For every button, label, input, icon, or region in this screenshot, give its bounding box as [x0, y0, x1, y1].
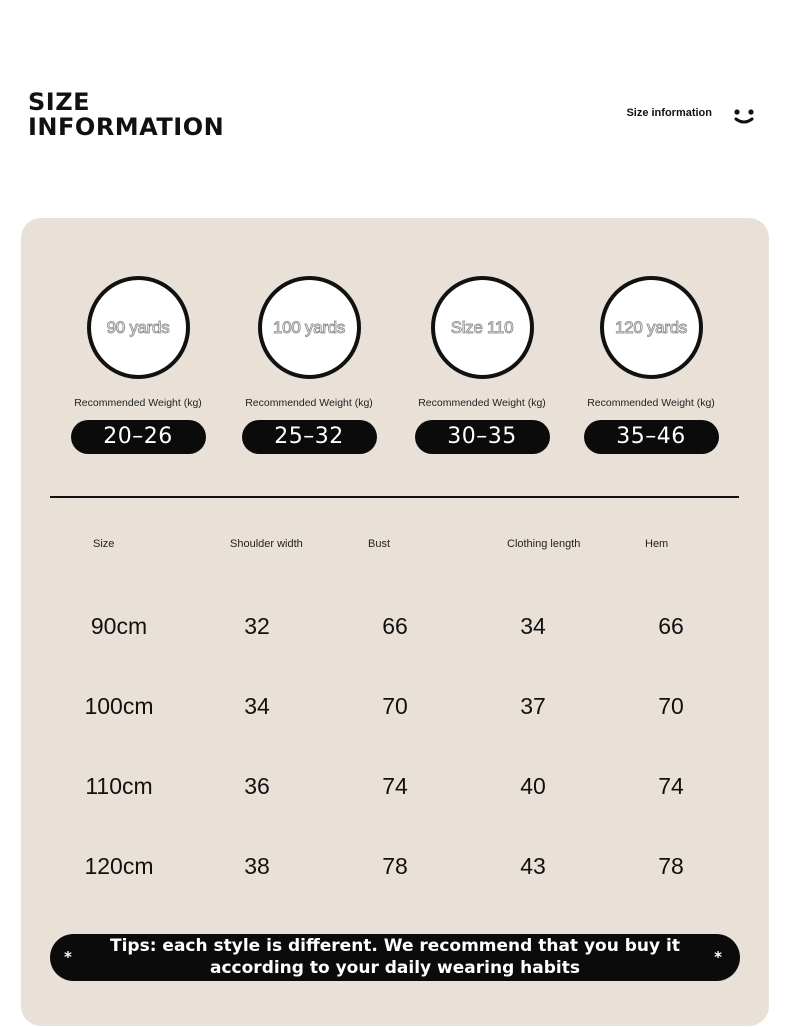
recommended-weight-label: Recommended Weight (kg) — [587, 397, 715, 409]
column-header-hem: Hem — [645, 538, 669, 550]
tips-line2: according to your daily wearing habits — [210, 958, 580, 978]
size-card-110 — [407, 276, 557, 454]
size-card-120 — [576, 276, 726, 454]
size-circle — [87, 276, 190, 379]
table-cell-hem: 70 — [658, 693, 684, 719]
table-cell-bust: 66 — [382, 613, 408, 639]
column-header-clothing-length: Clothing length — [507, 538, 581, 550]
weight-range-badge: 20–26 — [71, 420, 206, 454]
page-title — [28, 90, 224, 140]
size-circle-label: 120 yards — [615, 317, 687, 337]
size-circle — [600, 276, 703, 379]
column-header-shoulder-width: Shoulder width — [230, 538, 303, 550]
size-circle — [258, 276, 361, 379]
table-cell-bust: 70 — [382, 693, 408, 719]
table-cell-size: 120cm — [84, 853, 154, 879]
size-card-100 — [234, 276, 384, 454]
tips-text — [90, 935, 700, 979]
table-cell-size: 90cm — [90, 613, 148, 639]
table-cell-shoulder: 36 — [244, 773, 270, 799]
tips-banner — [50, 934, 740, 981]
recommended-weight-label: Recommended Weight (kg) — [74, 397, 202, 409]
table-cell-bust: 78 — [382, 853, 408, 879]
recommended-weight-label: Recommended Weight (kg) — [418, 397, 546, 409]
table-cell-shoulder: 38 — [244, 853, 270, 879]
column-header-bust: Bust — [368, 538, 391, 550]
weight-range-badge: 25–32 — [242, 420, 377, 454]
table-cell-hem: 78 — [658, 853, 684, 879]
size-information-label: Size information — [626, 107, 712, 119]
table-cell-shoulder: 34 — [244, 693, 270, 719]
table-cell-hem: 66 — [658, 613, 684, 639]
table-cell-bust: 74 — [382, 773, 408, 799]
size-circle — [431, 276, 534, 379]
table-cell-hem: 74 — [658, 773, 684, 799]
table-cell-size: 110cm — [85, 773, 153, 799]
recommended-weight-label: Recommended Weight (kg) — [245, 397, 373, 409]
table-cell-size: 100cm — [84, 693, 154, 719]
weight-range-badge: 30–35 — [415, 420, 550, 454]
size-circle-label: 90 yards — [106, 317, 170, 337]
size-circle-label: 100 yards — [273, 317, 345, 337]
page-title-line1: SIZE — [28, 88, 91, 116]
table-cell-length: 37 — [520, 693, 546, 719]
tips-star-left: * — [64, 948, 72, 966]
smiley-face-icon — [733, 107, 755, 125]
table-cell-length: 34 — [520, 613, 546, 639]
section-divider — [50, 496, 739, 498]
tips-line1: Tips: each style is different. We recommend that you buy it — [110, 936, 680, 956]
size-card-90 — [63, 276, 213, 454]
page-title-line2: INFORMATION — [28, 113, 225, 141]
table-cell-shoulder: 32 — [244, 613, 270, 639]
column-header-size: Size — [93, 538, 115, 550]
table-cell-length: 43 — [520, 853, 546, 879]
table-cell-length: 40 — [520, 773, 546, 799]
weight-range-badge: 35–46 — [584, 420, 719, 454]
size-circle-label: Size 110 — [450, 317, 514, 337]
tips-star-right: * — [714, 948, 722, 966]
